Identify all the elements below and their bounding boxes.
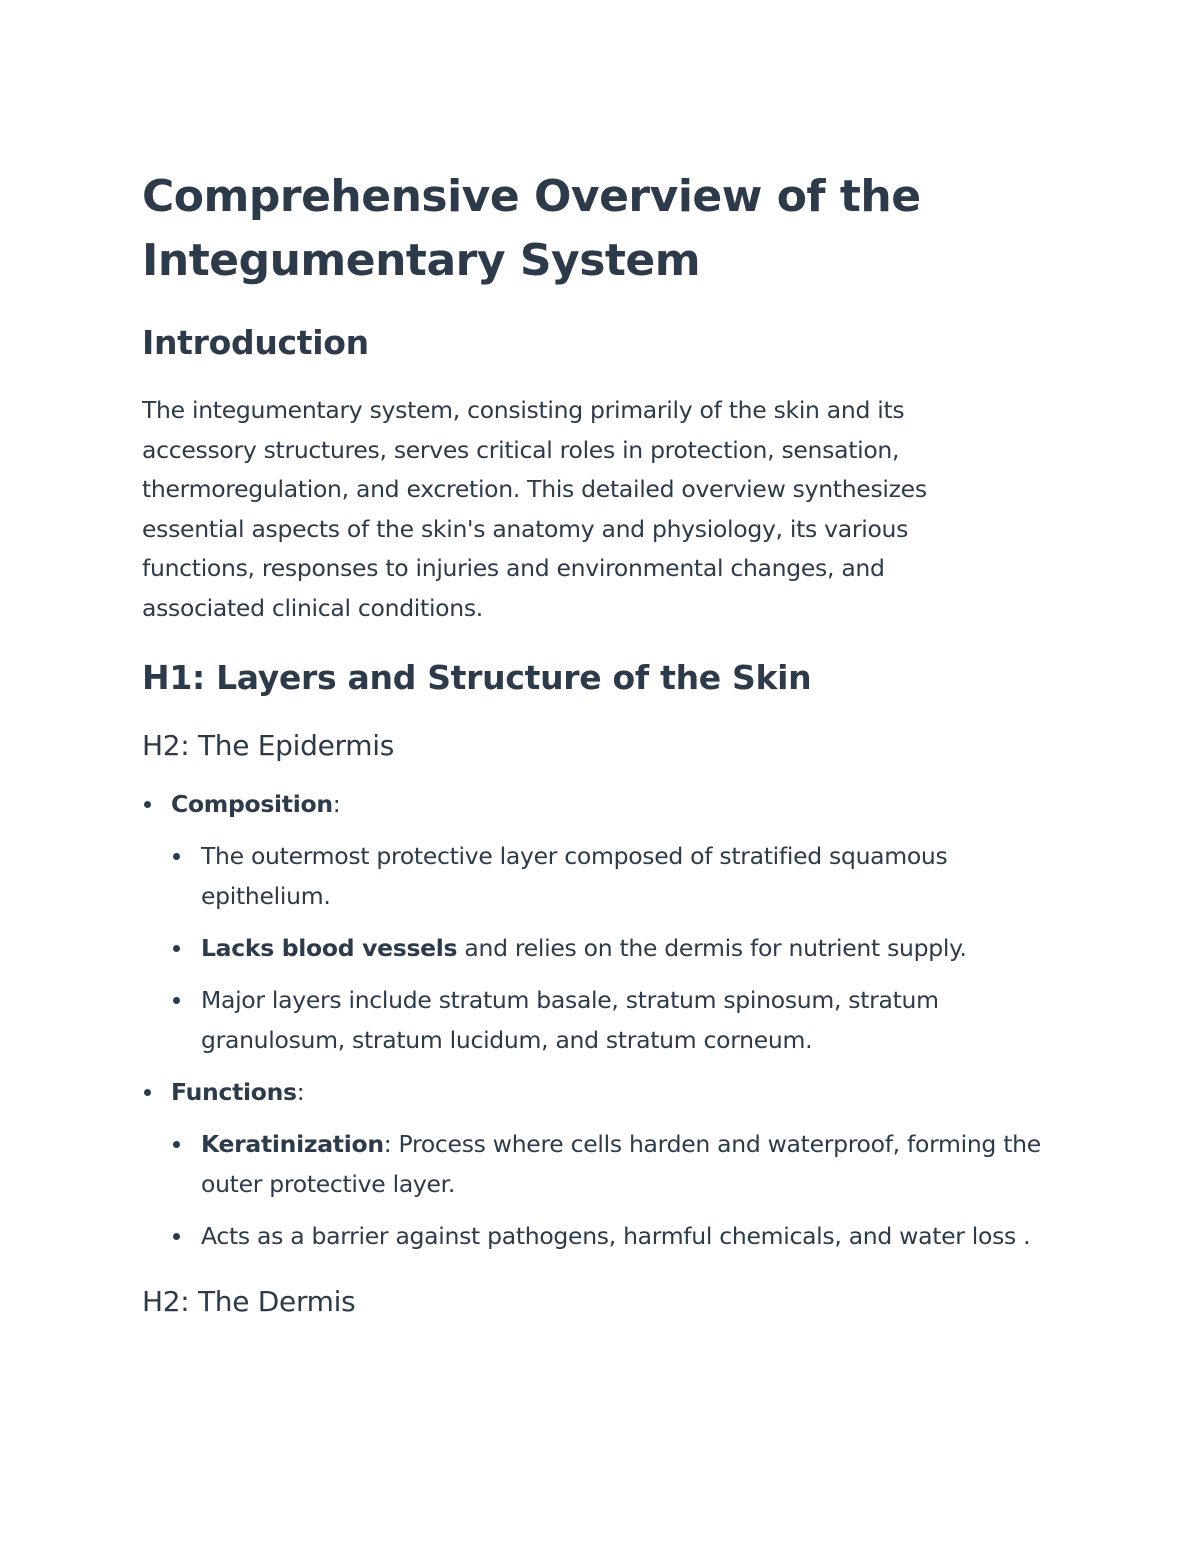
list-item [171, 928, 1070, 968]
list-item-bold-text: Lacks blood vessels [201, 934, 458, 962]
subsection-heading-dermis: H2: The Dermis [142, 1285, 356, 1318]
bullet-icon [173, 853, 180, 860]
list-item [171, 1216, 1070, 1256]
bullet-icon [144, 1089, 151, 1096]
epidermis-list [142, 784, 1070, 1256]
subsection-heading-epidermis: H2: The Epidermis [142, 729, 394, 762]
list-item [171, 1124, 1070, 1204]
list-item-text: The outermost protective layer composed of stratified squamous epithelium. [201, 842, 948, 910]
bullet-icon [173, 1141, 180, 1148]
functions-label-suffix: : [296, 1078, 305, 1106]
list-item [171, 836, 1070, 916]
composition-label: Composition [171, 790, 333, 818]
bullet-icon [144, 801, 151, 808]
list-item-bold-text: Keratinization [201, 1130, 384, 1158]
list-item-text: Major layers include stratum basale, stratum spinosum, stratum granulosum, stratum lucidum, and stratum corneum. [201, 986, 939, 1054]
introduction-heading: Introduction [142, 323, 369, 362]
composition-sublist [171, 836, 1070, 1060]
bullet-icon [173, 945, 180, 952]
introduction-paragraph: The integumentary system, consisting primarily of the skin and its accessory structures, serves critical roles in protection, sensation, thermoregulation, and excretion. This detailed overview synthesizes essential aspects of the skin's anatomy and physiology, its various functions, responses to injuries and environmental changes, and associated clinical conditions. [142, 396, 927, 622]
list-item-text: Acts as a barrier against pathogens, harmful chemicals, and water loss . [201, 1222, 1031, 1250]
list-item-composition [142, 784, 1070, 1060]
functions-label: Functions [171, 1078, 297, 1106]
list-item [171, 980, 1070, 1060]
list-item-functions [142, 1072, 1070, 1256]
bullet-icon [173, 1233, 180, 1240]
bullet-icon [173, 997, 180, 1004]
list-item-text: and relies on the dermis for nutrient supply. [457, 934, 967, 962]
document-title: Comprehensive Overview of the Integumentary System [142, 171, 921, 286]
functions-sublist [171, 1124, 1070, 1256]
list-item-text: : Process where cells harden and waterproof, forming the outer protective layer. [201, 1130, 1041, 1198]
composition-label-suffix: : [332, 790, 341, 818]
section-heading-layers: H1: Layers and Structure of the Skin [142, 658, 812, 697]
